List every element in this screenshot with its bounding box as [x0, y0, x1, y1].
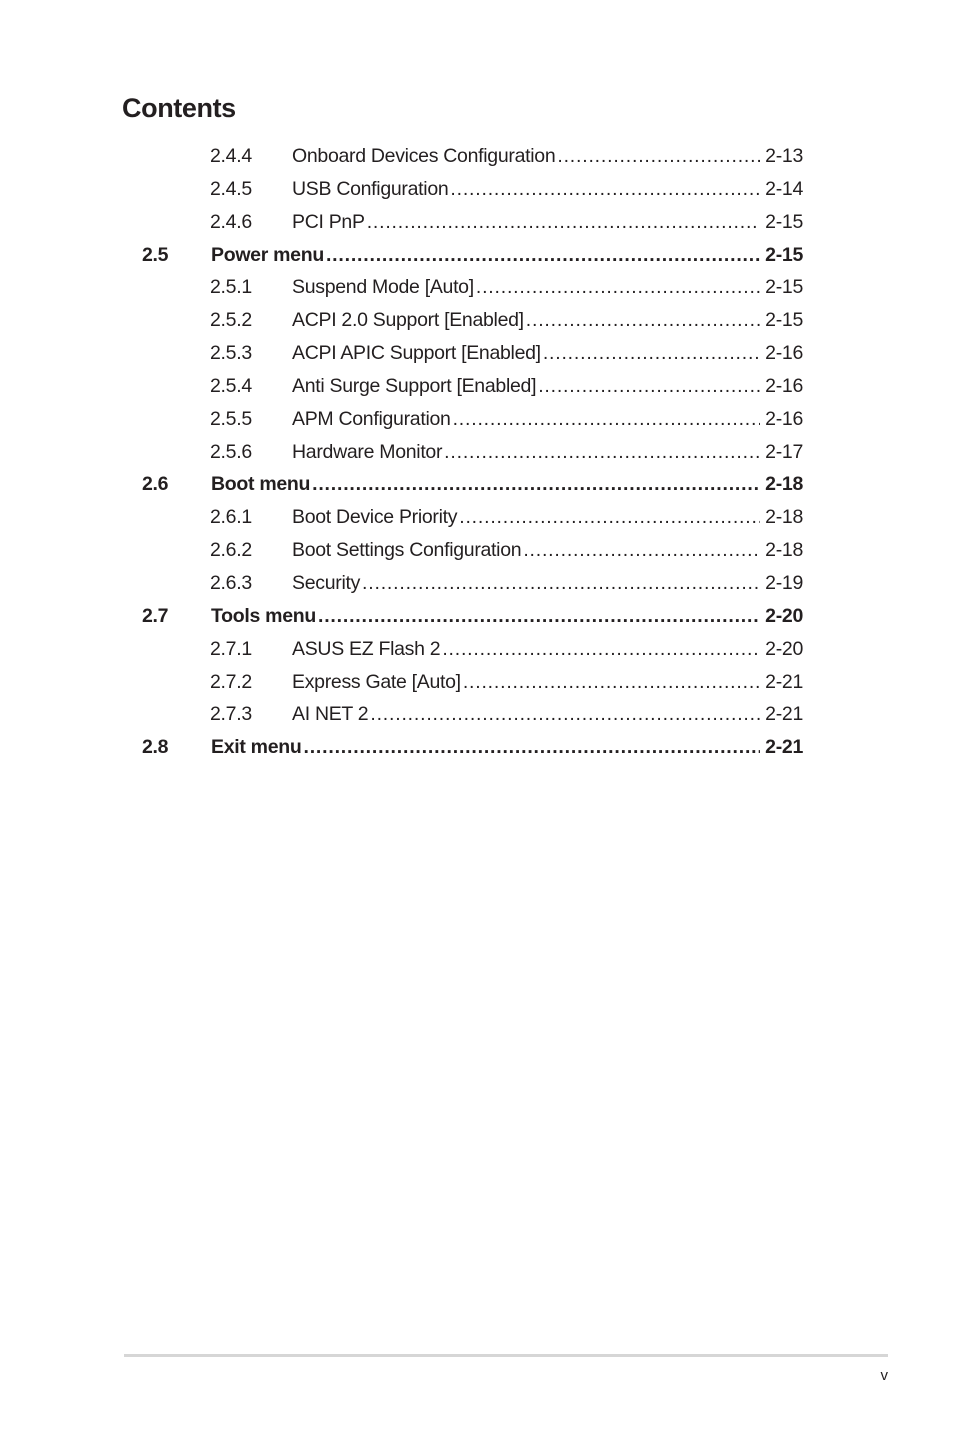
entry-title: Boot Settings Configuration — [292, 534, 523, 566]
entry-number: 2.5.1 — [210, 276, 252, 299]
entry-number: 2.7.3 — [210, 703, 252, 726]
entry-page-number: 2-15 — [765, 309, 803, 332]
page-number: v — [880, 1367, 888, 1384]
entry-line — [292, 403, 803, 435]
entry-line — [292, 370, 803, 402]
toc-subsection-entry — [0, 666, 954, 699]
entry-number: 2.6 — [142, 473, 169, 496]
toc-section-entry — [0, 239, 954, 272]
entry-line — [292, 206, 803, 238]
entry-page-number: 2-15 — [765, 276, 803, 299]
dot-leader — [442, 633, 760, 665]
entry-title: Security — [292, 567, 362, 599]
entry-number: 2.5.3 — [210, 342, 252, 365]
dot-leader — [367, 206, 760, 238]
entry-page-number: 2-16 — [765, 374, 803, 397]
entry-page-number: 2-13 — [765, 145, 803, 167]
dot-leader — [326, 239, 760, 271]
toc-subsection-entry — [0, 633, 954, 666]
entry-title: ASUS EZ Flash 2 — [292, 633, 442, 665]
dot-leader — [362, 567, 760, 599]
entry-number: 2.4.5 — [210, 177, 252, 200]
dot-leader — [450, 173, 760, 205]
entry-number: 2.5.2 — [210, 309, 252, 332]
dot-leader — [453, 403, 761, 435]
dot-leader — [463, 666, 760, 698]
entry-page-number: 2-16 — [765, 342, 803, 365]
entry-number: 2.4.4 — [210, 145, 252, 167]
entry-page-number: 2-19 — [765, 571, 803, 594]
entry-title: Tools menu — [211, 600, 318, 632]
entry-line — [292, 501, 803, 533]
entry-number: 2.7 — [142, 604, 169, 627]
dot-leader — [318, 600, 760, 632]
entry-page-number: 2-15 — [765, 210, 803, 233]
entry-title: Power menu — [211, 239, 326, 271]
dot-leader — [557, 140, 760, 172]
entry-line — [292, 140, 803, 172]
footer-rule — [124, 1354, 888, 1357]
entry-title: ACPI 2.0 Support [Enabled] — [292, 304, 526, 336]
entry-title: Suspend Mode [Auto] — [292, 271, 476, 303]
entry-title: Hardware Monitor — [292, 436, 444, 468]
entry-title: Boot menu — [211, 468, 312, 500]
entry-page-number: 2-18 — [765, 506, 803, 529]
toc-section-entry — [0, 468, 954, 501]
entry-page-number: 2-17 — [765, 440, 803, 463]
entry-title: Boot Device Priority — [292, 501, 459, 533]
dot-leader — [538, 370, 760, 402]
entry-line — [292, 633, 803, 665]
toc-subsection-entry — [0, 534, 954, 567]
dot-leader — [459, 501, 760, 533]
entry-number: 2.7.2 — [210, 670, 252, 693]
toc-subsection-entry — [0, 304, 954, 337]
entry-number: 2.4.6 — [210, 210, 252, 233]
entry-number: 2.8 — [142, 736, 169, 759]
entry-page-number: 2-21 — [765, 670, 803, 693]
entry-page-number: 2-21 — [765, 736, 803, 759]
entry-line — [292, 436, 803, 468]
dot-leader — [523, 534, 760, 566]
toc-subsection-entry — [0, 173, 954, 206]
toc-subsection-entry — [0, 140, 954, 173]
toc-subsection-entry — [0, 501, 954, 534]
entry-page-number: 2-20 — [765, 604, 803, 627]
entry-line — [292, 304, 803, 336]
entry-line — [211, 731, 803, 763]
entry-number: 2.5.4 — [210, 374, 252, 397]
entry-line — [292, 698, 803, 730]
entry-number: 2.6.2 — [210, 539, 252, 562]
entry-line — [292, 666, 803, 698]
entry-title: AI NET 2 — [292, 698, 370, 730]
dot-leader — [312, 468, 760, 500]
toc-subsection-entry — [0, 567, 954, 600]
toc-subsection-entry — [0, 436, 954, 469]
entry-number: 2.6.3 — [210, 571, 252, 594]
entry-title: Onboard Devices Configuration — [292, 140, 557, 172]
entry-page-number: 2-16 — [765, 407, 803, 430]
entry-page-number: 2-20 — [765, 637, 803, 660]
entry-line — [211, 468, 803, 500]
entry-title: PCI PnP — [292, 206, 367, 238]
entry-line — [292, 534, 803, 566]
entry-number: 2.5.5 — [210, 407, 252, 430]
entry-line — [292, 271, 803, 303]
entry-line — [211, 600, 803, 632]
page-title: Contents — [122, 93, 236, 123]
entry-number: 2.5 — [142, 243, 169, 266]
entry-page-number: 2-15 — [765, 243, 803, 266]
entry-page-number: 2-18 — [765, 473, 803, 496]
toc-subsection-entry — [0, 403, 954, 436]
toc-subsection-entry — [0, 337, 954, 370]
entry-line — [292, 337, 803, 369]
entry-number: 2.6.1 — [210, 506, 252, 529]
dot-leader — [476, 271, 760, 303]
toc-section-entry — [0, 731, 954, 764]
entry-line — [292, 567, 803, 599]
toc-subsection-entry — [0, 698, 954, 731]
table-of-contents — [0, 140, 954, 764]
entry-title: Express Gate [Auto] — [292, 666, 463, 698]
dot-leader — [370, 698, 760, 730]
toc-subsection-entry — [0, 206, 954, 239]
dot-leader — [543, 337, 760, 369]
entry-line — [292, 173, 803, 205]
dot-leader — [304, 731, 761, 763]
entry-number: 2.7.1 — [210, 637, 252, 660]
entry-page-number: 2-21 — [765, 703, 803, 726]
entry-number: 2.5.6 — [210, 440, 252, 463]
entry-line — [211, 239, 803, 271]
entry-title: APM Configuration — [292, 403, 453, 435]
toc-subsection-entry — [0, 271, 954, 304]
entry-title: Anti Surge Support [Enabled] — [292, 370, 538, 402]
dot-leader — [444, 436, 760, 468]
entry-page-number: 2-18 — [765, 539, 803, 562]
toc-subsection-entry — [0, 370, 954, 403]
entry-title: USB Configuration — [292, 173, 450, 205]
entry-title: ACPI APIC Support [Enabled] — [292, 337, 543, 369]
toc-section-entry — [0, 600, 954, 633]
dot-leader — [526, 304, 760, 336]
entry-title: Exit menu — [211, 731, 304, 763]
entry-page-number: 2-14 — [765, 177, 803, 200]
